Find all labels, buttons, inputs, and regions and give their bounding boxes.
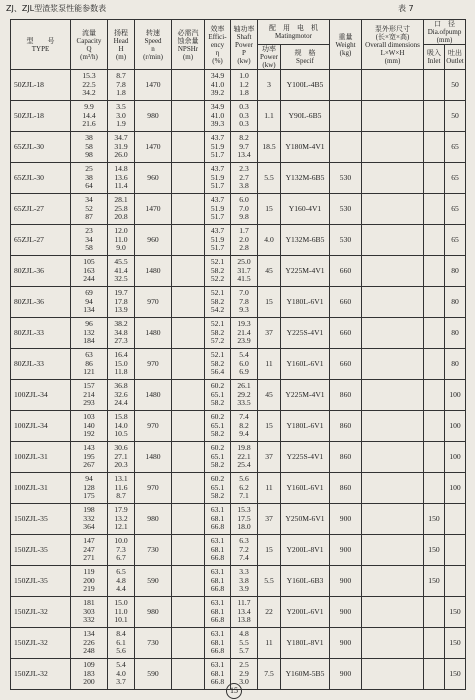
cell-dimensions: [362, 349, 424, 380]
table-row: [11, 442, 466, 473]
cell-shaft-power: 1.0 1.2 1.8: [231, 70, 258, 101]
table-row: [11, 628, 466, 659]
cell-motor-spec: Y200L-8V1: [281, 535, 330, 566]
cell-shaft-power: 4.8 5.5 5.7: [231, 628, 258, 659]
table-row: [11, 597, 466, 628]
cell-outlet: 80: [445, 256, 466, 287]
cell-type: 80ZJL-36: [11, 287, 71, 318]
cell-npshr: [172, 318, 205, 349]
cell-inlet: [424, 101, 445, 132]
cell-shaft-power: 5.4 6.0 6.9: [231, 349, 258, 380]
cell-type: 50ZJL-18: [11, 70, 71, 101]
cell-weight: 860: [330, 442, 362, 473]
pump-performance-table: [10, 19, 466, 690]
cell-weight: [330, 101, 362, 132]
cell-motor-spec: Y225S-4V1: [281, 442, 330, 473]
cell-efficiency: 43.7 51.9 51.7: [205, 163, 231, 194]
cell-npshr: [172, 473, 205, 504]
cell-motor-power: 7.5: [258, 659, 281, 690]
cell-type: 100ZJL-31: [11, 442, 71, 473]
col-diameter: 口 径 Dia.ofpump (mm): [424, 20, 466, 45]
cell-motor-spec: Y180L-8V1: [281, 628, 330, 659]
table-row: [11, 287, 466, 318]
cell-speed: 980: [135, 101, 172, 132]
cell-capacity: 23 34 58: [71, 225, 108, 256]
cell-speed: 980: [135, 597, 172, 628]
cell-speed: 1480: [135, 256, 172, 287]
cell-head: 14.8 13.6 11.4: [108, 163, 135, 194]
cell-inlet: [424, 225, 445, 256]
cell-efficiency: 52.1 58.2 57.2: [205, 318, 231, 349]
cell-type: 150ZJL-35: [11, 504, 71, 535]
cell-motor-spec: Y200L-6V1: [281, 597, 330, 628]
cell-motor-spec: Y250M-6V1: [281, 504, 330, 535]
table-row: [11, 132, 466, 163]
cell-motor-power: 5.5: [258, 163, 281, 194]
cell-head: 15.0 11.0 10.1: [108, 597, 135, 628]
cell-dimensions: [362, 566, 424, 597]
cell-capacity: 96 132 184: [71, 318, 108, 349]
table-row: [11, 225, 466, 256]
cell-capacity: 9.9 14.4 21.6: [71, 101, 108, 132]
cell-outlet: 80: [445, 349, 466, 380]
cell-outlet: 100: [445, 411, 466, 442]
cell-type: 150ZJL-32: [11, 628, 71, 659]
cell-inlet: [424, 628, 445, 659]
col-outlet: 吐出 Outlet: [445, 45, 466, 70]
col-npshr: 必需汽 蚀余量 NPSHr (m): [172, 20, 205, 70]
cell-capacity: 34 52 87: [71, 194, 108, 225]
cell-head: 6.5 4.8 4.4: [108, 566, 135, 597]
cell-npshr: [172, 101, 205, 132]
table-row: [11, 349, 466, 380]
cell-outlet: [445, 535, 466, 566]
cell-outlet: 100: [445, 473, 466, 504]
cell-efficiency: 63.1 68.1 66.8: [205, 566, 231, 597]
cell-npshr: [172, 380, 205, 411]
cell-dimensions: [362, 473, 424, 504]
cell-weight: 900: [330, 659, 362, 690]
cell-motor-spec: Y132M-6B5: [281, 225, 330, 256]
table-row: [11, 318, 466, 349]
col-matingmotor: 配 用 电 机 Matingmotor: [258, 20, 330, 45]
cell-npshr: [172, 504, 205, 535]
cell-motor-power: 11: [258, 349, 281, 380]
cell-motor-spec: Y160M-5B5: [281, 659, 330, 690]
cell-npshr: [172, 442, 205, 473]
cell-dimensions: [362, 318, 424, 349]
table-row: [11, 411, 466, 442]
cell-inlet: [424, 287, 445, 318]
cell-npshr: [172, 597, 205, 628]
cell-type: 65ZJL-27: [11, 225, 71, 256]
cell-type: 50ZJL-18: [11, 101, 71, 132]
cell-weight: [330, 70, 362, 101]
cell-shaft-power: 11.7 13.4 13.8: [231, 597, 258, 628]
cell-outlet: 50: [445, 101, 466, 132]
cell-outlet: [445, 566, 466, 597]
cell-capacity: 103 140 192: [71, 411, 108, 442]
cell-efficiency: 60.2 65.1 58.2: [205, 442, 231, 473]
cell-weight: 900: [330, 597, 362, 628]
cell-weight: 660: [330, 287, 362, 318]
cell-shaft-power: 6.3 7.2 7.4: [231, 535, 258, 566]
table-row: [11, 504, 466, 535]
cell-capacity: 143 195 267: [71, 442, 108, 473]
cell-outlet: 65: [445, 163, 466, 194]
cell-motor-power: 15: [258, 535, 281, 566]
cell-head: 10.0 7.3 6.7: [108, 535, 135, 566]
cell-speed: 970: [135, 473, 172, 504]
cell-speed: 970: [135, 349, 172, 380]
cell-npshr: [172, 349, 205, 380]
cell-npshr: [172, 70, 205, 101]
cell-efficiency: 43.7 51.9 51.7: [205, 132, 231, 163]
cell-npshr: [172, 163, 205, 194]
col-speed: 转速 Speed n (r/min): [135, 20, 172, 70]
cell-npshr: [172, 535, 205, 566]
cell-motor-spec: Y180L-6V1: [281, 287, 330, 318]
cell-efficiency: 43.7 51.9 51.7: [205, 225, 231, 256]
cell-inlet: [424, 132, 445, 163]
cell-capacity: 94 128 175: [71, 473, 108, 504]
cell-motor-power: 11: [258, 473, 281, 504]
cell-outlet: [445, 504, 466, 535]
cell-dimensions: [362, 442, 424, 473]
table-row: [11, 256, 466, 287]
page-number: 15: [226, 683, 242, 699]
cell-weight: 900: [330, 504, 362, 535]
cell-type: 100ZJL-31: [11, 473, 71, 504]
cell-speed: 1480: [135, 318, 172, 349]
cell-efficiency: 63.1 68.1 66.8: [205, 628, 231, 659]
col-shaft-power: 轴功率 Shaft Power P (kw): [231, 20, 258, 70]
cell-motor-power: 37: [258, 442, 281, 473]
cell-head: 5.4 4.0 3.7: [108, 659, 135, 690]
cell-head: 34.7 31.9 26.0: [108, 132, 135, 163]
cell-motor-spec: Y180M-4V1: [281, 132, 330, 163]
cell-outlet: 100: [445, 380, 466, 411]
cell-inlet: [424, 70, 445, 101]
cell-motor-spec: Y160-4V1: [281, 194, 330, 225]
cell-outlet: 65: [445, 194, 466, 225]
table-row: [11, 194, 466, 225]
cell-capacity: 134 226 248: [71, 628, 108, 659]
cell-motor-power: 37: [258, 318, 281, 349]
cell-outlet: 65: [445, 225, 466, 256]
cell-motor-spec: Y180L-6V1: [281, 411, 330, 442]
cell-head: 15.8 14.0 10.5: [108, 411, 135, 442]
cell-outlet: 80: [445, 318, 466, 349]
col-weight: 重量 Weight (kg): [330, 20, 362, 70]
cell-motor-power: 15: [258, 411, 281, 442]
cell-weight: 860: [330, 411, 362, 442]
cell-capacity: 198 332 364: [71, 504, 108, 535]
table-row: [11, 473, 466, 504]
cell-speed: 970: [135, 287, 172, 318]
cell-head: 8.4 6.1 5.6: [108, 628, 135, 659]
cell-dimensions: [362, 287, 424, 318]
cell-inlet: [424, 659, 445, 690]
cell-motor-spec: Y225S-4V1: [281, 318, 330, 349]
cell-type: 100ZJL-34: [11, 380, 71, 411]
cell-capacity: 147 247 271: [71, 535, 108, 566]
cell-weight: 900: [330, 628, 362, 659]
cell-efficiency: 60.2 65.1 58.2: [205, 473, 231, 504]
cell-dimensions: [362, 256, 424, 287]
table-number: 表 7: [398, 4, 414, 13]
cell-speed: 590: [135, 566, 172, 597]
cell-weight: 860: [330, 473, 362, 504]
cell-type: 80ZJL-36: [11, 256, 71, 287]
cell-speed: 730: [135, 628, 172, 659]
col-inlet: 吸入 Inlet: [424, 45, 445, 70]
cell-type: 80ZJL-33: [11, 318, 71, 349]
cell-motor-power: 45: [258, 380, 281, 411]
cell-capacity: 63 86 121: [71, 349, 108, 380]
cell-head: 17.9 13.2 12.1: [108, 504, 135, 535]
cell-dimensions: [362, 380, 424, 411]
table-row: [11, 70, 466, 101]
cell-dimensions: [362, 628, 424, 659]
cell-type: 65ZJL-30: [11, 132, 71, 163]
col-motor-power: 功率 Power (kw): [258, 45, 281, 70]
cell-outlet: 150: [445, 628, 466, 659]
cell-capacity: 15.3 22.5 34.2: [71, 70, 108, 101]
cell-motor-spec: Y100L-4B5: [281, 70, 330, 101]
col-dimensions: 泵外形尺寸 (长×宽×高) Overall dimensions L×W×H (mm): [362, 20, 424, 70]
cell-inlet: [424, 380, 445, 411]
col-capacity: 流量 Capacity Q (m³/h): [71, 20, 108, 70]
cell-dimensions: [362, 70, 424, 101]
cell-inlet: [424, 597, 445, 628]
table-row: [11, 535, 466, 566]
cell-inlet: 150: [424, 504, 445, 535]
cell-capacity: 119 200 219: [71, 566, 108, 597]
cell-motor-spec: Y225M-4V1: [281, 380, 330, 411]
table-row: [11, 101, 466, 132]
cell-outlet: 80: [445, 287, 466, 318]
cell-efficiency: 63.1 68.1 66.8: [205, 504, 231, 535]
cell-npshr: [172, 411, 205, 442]
cell-speed: 960: [135, 225, 172, 256]
cell-motor-power: 45: [258, 256, 281, 287]
cell-shaft-power: 7.4 8.2 9.4: [231, 411, 258, 442]
cell-motor-power: 18.5: [258, 132, 281, 163]
cell-motor-power: 37: [258, 504, 281, 535]
cell-weight: 660: [330, 349, 362, 380]
cell-inlet: [424, 318, 445, 349]
cell-motor-power: 5.5: [258, 566, 281, 597]
cell-outlet: 100: [445, 442, 466, 473]
cell-head: 36.8 32.6 24.4: [108, 380, 135, 411]
cell-speed: 1470: [135, 70, 172, 101]
cell-motor-spec: Y225M-4V1: [281, 256, 330, 287]
cell-shaft-power: 6.0 7.0 9.8: [231, 194, 258, 225]
table-title: ZJ、ZJL型渣浆泵性能参数表: [6, 4, 107, 13]
cell-efficiency: 43.7 51.9 51.7: [205, 194, 231, 225]
cell-shaft-power: 1.7 2.0 2.8: [231, 225, 258, 256]
table-row: [11, 163, 466, 194]
cell-speed: 970: [135, 411, 172, 442]
cell-efficiency: 63.1 68.1 66.8: [205, 535, 231, 566]
cell-npshr: [172, 256, 205, 287]
cell-motor-power: 3: [258, 70, 281, 101]
cell-inlet: 150: [424, 535, 445, 566]
cell-npshr: [172, 659, 205, 690]
cell-weight: 530: [330, 225, 362, 256]
cell-outlet: 50: [445, 70, 466, 101]
cell-speed: 1480: [135, 380, 172, 411]
cell-motor-spec: Y90L-6B5: [281, 101, 330, 132]
cell-weight: 660: [330, 256, 362, 287]
cell-npshr: [172, 132, 205, 163]
cell-type: 150ZJL-35: [11, 535, 71, 566]
cell-weight: 530: [330, 194, 362, 225]
cell-npshr: [172, 566, 205, 597]
cell-outlet: 150: [445, 659, 466, 690]
cell-head: 28.1 25.8 20.8: [108, 194, 135, 225]
col-efficiency: 效率 Effici- ency η (%): [205, 20, 231, 70]
cell-capacity: 25 38 64: [71, 163, 108, 194]
cell-head: 19.7 17.8 13.9: [108, 287, 135, 318]
cell-dimensions: [362, 132, 424, 163]
cell-type: 65ZJL-27: [11, 194, 71, 225]
cell-npshr: [172, 287, 205, 318]
cell-weight: 900: [330, 566, 362, 597]
cell-dimensions: [362, 101, 424, 132]
cell-capacity: 38 58 98: [71, 132, 108, 163]
cell-shaft-power: 25.0 31.7 41.5: [231, 256, 258, 287]
cell-motor-power: 11: [258, 628, 281, 659]
cell-shaft-power: 5.6 6.2 7.1: [231, 473, 258, 504]
cell-head: 12.0 11.0 9.0: [108, 225, 135, 256]
cell-dimensions: [362, 659, 424, 690]
cell-motor-power: 1.1: [258, 101, 281, 132]
cell-efficiency: 52.1 58.2 56.4: [205, 349, 231, 380]
cell-type: 150ZJL-35: [11, 566, 71, 597]
cell-motor-power: 4.0: [258, 225, 281, 256]
cell-type: 65ZJL-30: [11, 163, 71, 194]
table-row: [11, 566, 466, 597]
cell-weight: 660: [330, 318, 362, 349]
cell-motor-power: 15: [258, 287, 281, 318]
cell-efficiency: 60.2 65.1 58.2: [205, 380, 231, 411]
cell-speed: 1470: [135, 194, 172, 225]
cell-npshr: [172, 225, 205, 256]
cell-head: 3.5 3.0 1.9: [108, 101, 135, 132]
cell-speed: 590: [135, 659, 172, 690]
cell-efficiency: 63.1 68.1 66.8: [205, 597, 231, 628]
cell-type: 80ZJL-33: [11, 349, 71, 380]
cell-dimensions: [362, 163, 424, 194]
cell-speed: 1470: [135, 132, 172, 163]
cell-outlet: 65: [445, 132, 466, 163]
cell-weight: [330, 132, 362, 163]
cell-inlet: 150: [424, 566, 445, 597]
cell-shaft-power: 7.0 7.8 9.3: [231, 287, 258, 318]
cell-efficiency: 52.1 58.2 52.2: [205, 256, 231, 287]
cell-type: 100ZJL-34: [11, 411, 71, 442]
cell-motor-power: 15: [258, 194, 281, 225]
cell-speed: 1480: [135, 442, 172, 473]
cell-shaft-power: 2.3 2.7 3.8: [231, 163, 258, 194]
cell-capacity: 181 303 332: [71, 597, 108, 628]
cell-dimensions: [362, 411, 424, 442]
cell-motor-spec: Y160L-6V1: [281, 473, 330, 504]
table-row: [11, 380, 466, 411]
cell-inlet: [424, 473, 445, 504]
col-head: 扬程 Head H (m): [108, 20, 135, 70]
cell-shaft-power: 19.3 21.4 23.9: [231, 318, 258, 349]
cell-weight: 860: [330, 380, 362, 411]
cell-shaft-power: 2.5 2.9 3.0: [231, 659, 258, 690]
cell-speed: 960: [135, 163, 172, 194]
cell-weight: 900: [330, 535, 362, 566]
cell-inlet: [424, 411, 445, 442]
cell-head: 16.4 15.0 11.8: [108, 349, 135, 380]
cell-shaft-power: 0.3 0.3 0.3: [231, 101, 258, 132]
cell-shaft-power: 15.3 17.5 18.0: [231, 504, 258, 535]
cell-outlet: 150: [445, 597, 466, 628]
cell-inlet: [424, 442, 445, 473]
table-body: [11, 70, 466, 690]
cell-head: 8.7 7.8 1.8: [108, 70, 135, 101]
cell-efficiency: 60.2 65.1 58.2: [205, 411, 231, 442]
cell-weight: 530: [330, 163, 362, 194]
cell-shaft-power: 3.3 3.8 3.9: [231, 566, 258, 597]
cell-shaft-power: 19.8 22.1 25.4: [231, 442, 258, 473]
cell-inlet: [424, 256, 445, 287]
cell-efficiency: 34.9 41.0 39.2: [205, 70, 231, 101]
cell-dimensions: [362, 597, 424, 628]
cell-efficiency: 34.9 41.0 39.3: [205, 101, 231, 132]
cell-motor-spec: Y132M-6B5: [281, 163, 330, 194]
cell-type: 150ZJL-32: [11, 597, 71, 628]
cell-capacity: 109 183 200: [71, 659, 108, 690]
cell-shaft-power: 26.1 29.2 33.5: [231, 380, 258, 411]
cell-speed: 730: [135, 535, 172, 566]
cell-type: 150ZJL-32: [11, 659, 71, 690]
cell-speed: 980: [135, 504, 172, 535]
cell-head: 45.5 41.4 32.5: [108, 256, 135, 287]
col-motor-spec: 规 格 Specif: [281, 45, 330, 70]
cell-npshr: [172, 628, 205, 659]
cell-dimensions: [362, 194, 424, 225]
cell-head: 13.1 11.6 8.7: [108, 473, 135, 504]
cell-motor-spec: Y160L-6B3: [281, 566, 330, 597]
cell-head: 30.6 27.1 20.3: [108, 442, 135, 473]
cell-dimensions: [362, 504, 424, 535]
cell-inlet: [424, 163, 445, 194]
cell-dimensions: [362, 225, 424, 256]
cell-npshr: [172, 194, 205, 225]
cell-dimensions: [362, 535, 424, 566]
cell-efficiency: 52.1 58.2 54.2: [205, 287, 231, 318]
cell-efficiency: 63.1 68.1 66.8: [205, 659, 231, 690]
cell-head: 38.2 34.8 27.3: [108, 318, 135, 349]
cell-motor-power: 22: [258, 597, 281, 628]
cell-inlet: [424, 349, 445, 380]
col-type: 型 号 TYPE: [11, 20, 71, 70]
cell-shaft-power: 8.2 9.7 13.4: [231, 132, 258, 163]
cell-capacity: 157 214 293: [71, 380, 108, 411]
cell-capacity: 69 94 134: [71, 287, 108, 318]
cell-inlet: [424, 194, 445, 225]
cell-motor-spec: Y160L-6V1: [281, 349, 330, 380]
cell-capacity: 105 163 244: [71, 256, 108, 287]
